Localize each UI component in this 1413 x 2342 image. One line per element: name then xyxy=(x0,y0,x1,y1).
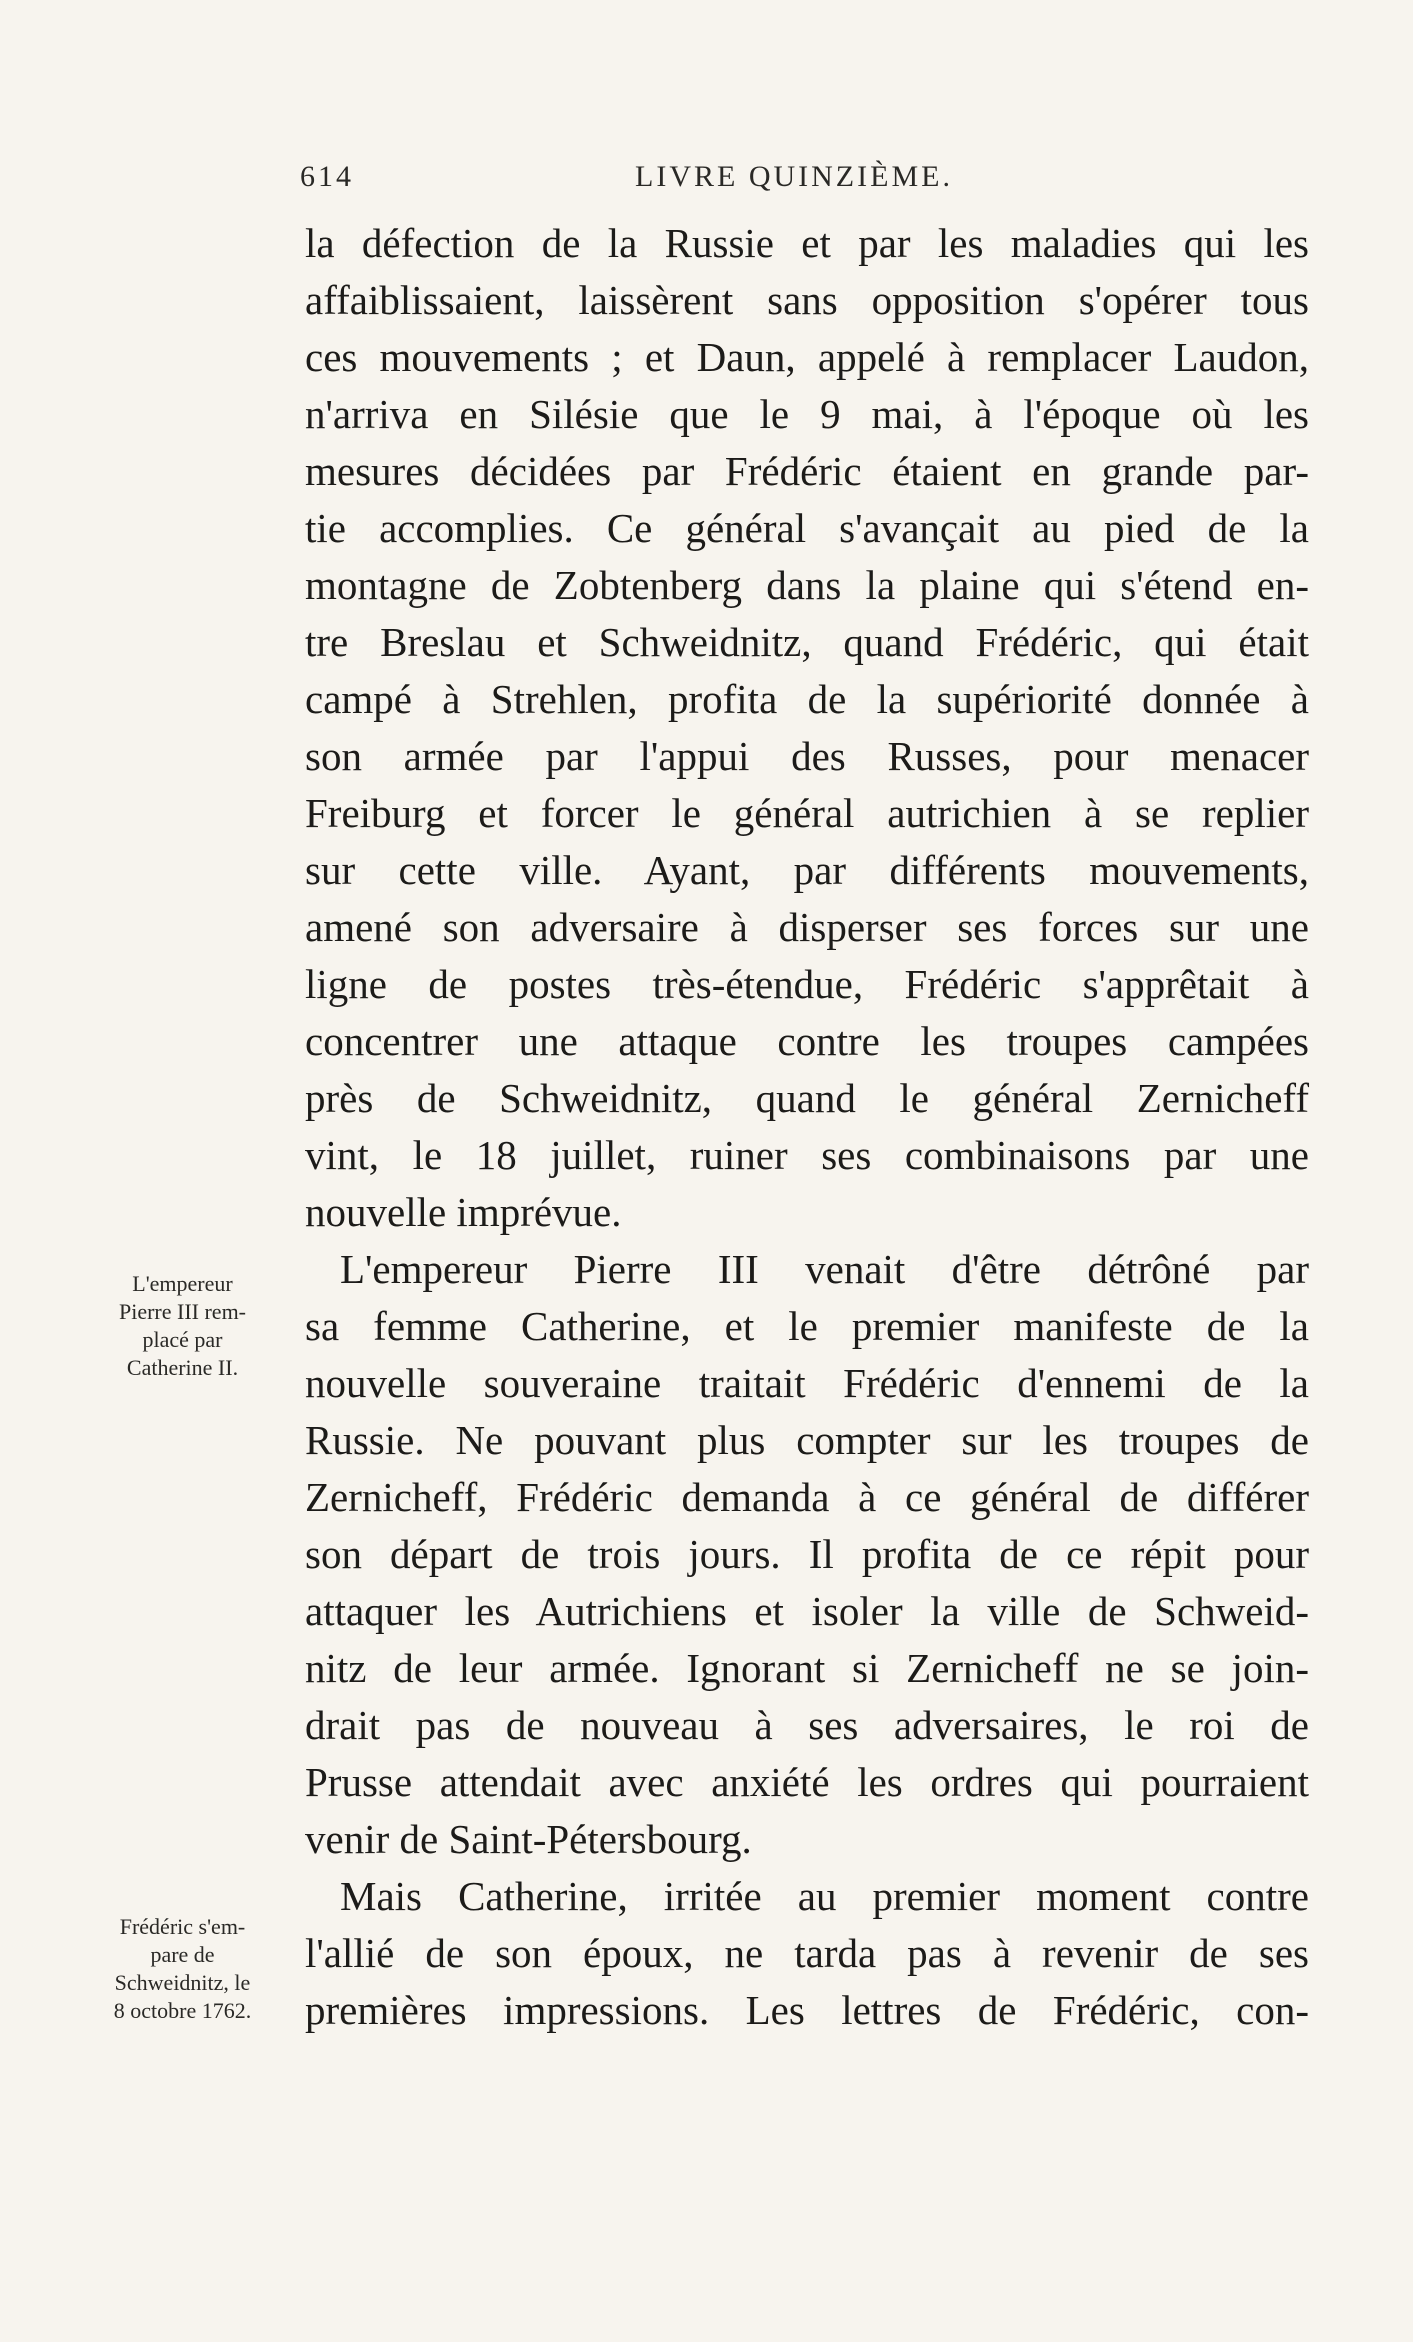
margin-note-line: Catherine II. xyxy=(126,1355,239,1380)
text-line: ligne de postes très-étendue, Frédéric s'apprêtait à xyxy=(305,961,1309,1007)
body-text xyxy=(305,215,1309,2039)
text-line: mesures décidées par Frédéric étaient en grande par- xyxy=(305,448,1309,494)
margin-note-schweidnitz xyxy=(70,1913,295,2025)
text-line: Zernicheff, Frédéric demanda à ce général de différer xyxy=(305,1474,1309,1520)
text-line: ces mouvements ; et Daun, appelé à remplacer Laudon, xyxy=(305,334,1309,380)
text-line: affaiblissaient, laissèrent sans opposition s'opérer tous xyxy=(305,277,1309,323)
page-number: 614 xyxy=(300,160,354,193)
text-line: l'allié de son époux, ne tarda pas à revenir de ses xyxy=(305,1930,1309,1976)
paragraph-start-line: Mais Catherine, irritée au premier moment contre xyxy=(340,1873,1309,1919)
text-line: concentrer une attaque contre les troupes campées xyxy=(305,1018,1309,1064)
text-line: n'arriva en Silésie que le 9 mai, à l'époque où les xyxy=(305,391,1309,437)
paragraph-start-line: L'empereur Pierre III venait d'être détrôné par xyxy=(340,1246,1309,1292)
margin-note-empereur xyxy=(70,1270,295,1382)
text-line: son départ de trois jours. Il profita de ce répit pour xyxy=(305,1531,1309,1577)
margin-note-line: pare de xyxy=(150,1942,215,1967)
text-line: attaquer les Autrichiens et isoler la ville de Schweid- xyxy=(305,1588,1309,1634)
text-line: sa femme Catherine, et le premier manifeste de la xyxy=(305,1303,1309,1349)
margin-note-line: Schweidnitz, le xyxy=(114,1970,251,1995)
text-line: nitz de leur armée. Ignorant si Zernicheff ne se join- xyxy=(305,1645,1309,1691)
text-line: tre Breslau et Schweidnitz, quand Frédéric, qui était xyxy=(305,619,1309,665)
running-title: LIVRE QUINZIÈME. xyxy=(635,160,953,193)
text-line: nouvelle imprévue. xyxy=(305,1189,622,1235)
margin-note-line: 8 octobre 1762. xyxy=(113,1998,252,2023)
text-line: amené son adversaire à disperser ses forces sur une xyxy=(305,904,1309,950)
text-line: nouvelle souveraine traitait Frédéric d'ennemi de la xyxy=(305,1360,1309,1406)
text-line: son armée par l'appui des Russes, pour menacer xyxy=(305,733,1309,779)
text-line: premières impressions. Les lettres de Frédéric, con- xyxy=(305,1987,1309,2033)
text-line: sur cette ville. Ayant, par différents mouvements, xyxy=(305,847,1309,893)
running-header xyxy=(300,160,1000,200)
text-line: la défection de la Russie et par les maladies qui les xyxy=(305,220,1309,266)
text-line: venir de Saint-Pétersbourg. xyxy=(305,1816,752,1862)
text-line: montagne de Zobtenberg dans la plaine qui s'étend en- xyxy=(305,562,1309,608)
margin-note-line: placé par xyxy=(142,1327,223,1352)
text-line: campé à Strehlen, profita de la supériorité donnée à xyxy=(305,676,1309,722)
margin-note-line: Frédéric s'em- xyxy=(119,1914,246,1939)
margin-note-line: L'empereur xyxy=(132,1271,233,1296)
margin-note-line: Pierre III rem- xyxy=(118,1299,247,1324)
text-line: Freiburg et forcer le général autrichien à se replier xyxy=(305,790,1309,836)
text-line: Prusse attendait avec anxiété les ordres qui pourraient xyxy=(305,1759,1309,1805)
text-line: Russie. Ne pouvant plus compter sur les troupes de xyxy=(305,1417,1309,1463)
text-line: tie accomplies. Ce général s'avançait au pied de la xyxy=(305,505,1309,551)
text-line: près de Schweidnitz, quand le général Zernicheff xyxy=(305,1075,1309,1121)
text-line: drait pas de nouveau à ses adversaires, le roi de xyxy=(305,1702,1309,1748)
text-line: vint, le 18 juillet, ruiner ses combinaisons par une xyxy=(305,1132,1309,1178)
